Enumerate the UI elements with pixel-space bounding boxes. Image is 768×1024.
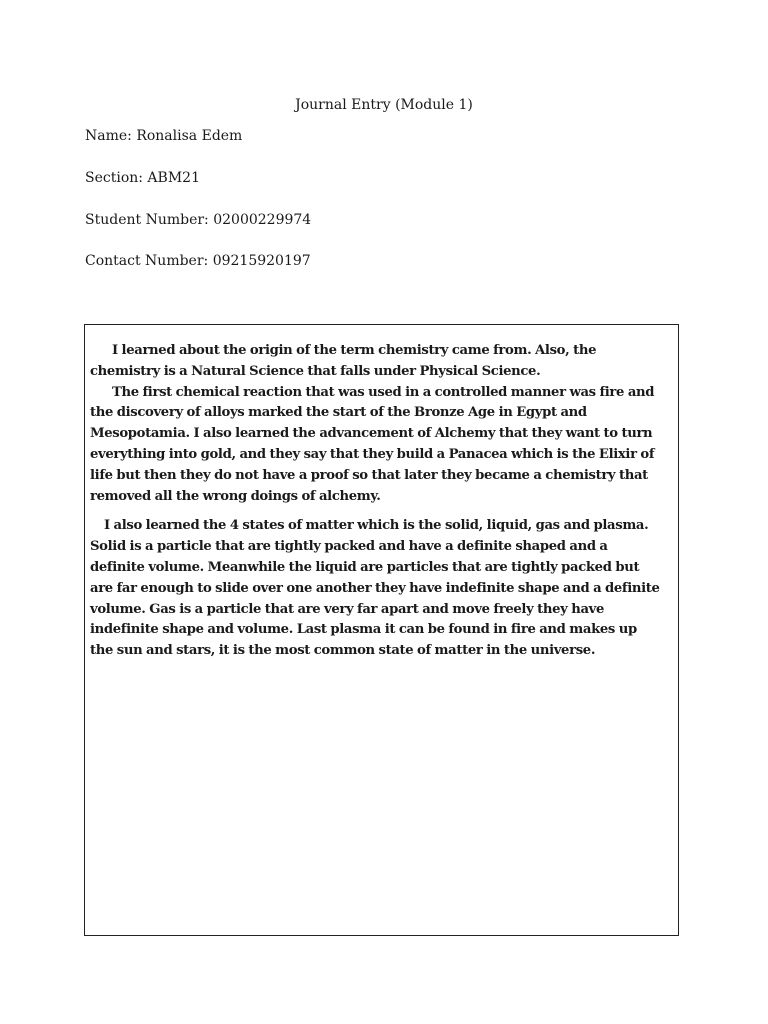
section-line: Section: ABM21 (85, 170, 200, 186)
journal-paragraph-states-of-matter: I also learned the 4 states of matter which is the solid, liquid, gas and plasma. Solid is a particle that are tightly packed and have a definite shaped and a definite volume. Meanwhile the liquid are particles that are tightly packed but are far enough to slide over one another they have indefinite shape and a definite volume. Gas is a particle that are very far apart and move freely they have indefinite shape and volume. Last plasma it can be found in fire and makes up the sun and stars, it is the most common state of matter in the universe. (90, 518, 660, 659)
journal-title: Journal Entry (Module 1) (295, 97, 473, 113)
journal-paragraph-alchemy: The first chemical reaction that was used in a controlled manner was fire and the discovery of alloys marked the start of the Bronze Age in Egypt and Mesopotamia. I also learned the advancement of Alchemy that they want to turn everything into gold, and they say that they build a Panacea which is the Elixir of life but then they do not have a proof so that later they became a chemistry that removed all the wrong doings of alchemy. (90, 384, 655, 504)
contact-number-line: Contact Number: 09215920197 (85, 253, 311, 269)
student-number-line: Student Number: 02000229974 (85, 212, 312, 228)
journal-paragraph-origin: I learned about the origin of the term chemistry came from. Also, the chemistry is a Natural Science that falls under Physical Science. (90, 343, 597, 379)
student-name-line: Name: Ronalisa Edem (85, 128, 243, 144)
journal-entry-box (84, 324, 679, 936)
